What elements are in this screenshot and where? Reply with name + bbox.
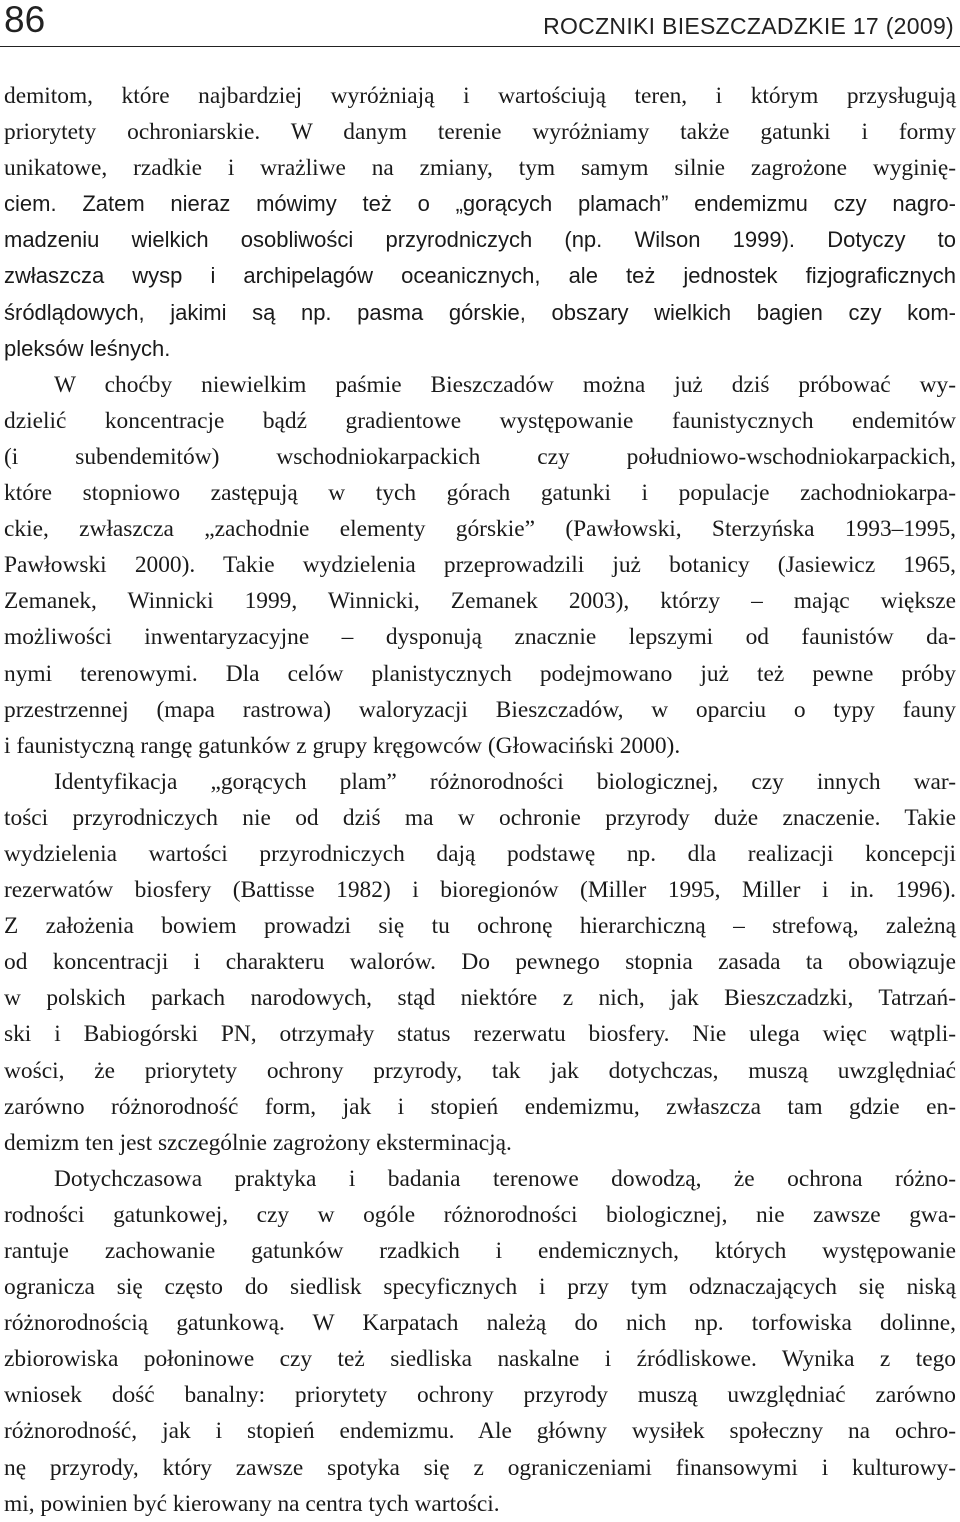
text-line: wości, że priorytety ochrony przyrody, tak jak dotychczas, muszą uwzględniać bbox=[4, 1057, 956, 1084]
text-line: rezerwatów biosfery (Battisse 1982) i bioregionów (Miller 1995, Miller i in. 1996). bbox=[4, 877, 956, 904]
text-line: unikatowe, rzadkie i wrażliwe na zmiany, tym samym silnie zagrożone wyginię- bbox=[4, 155, 956, 182]
text-line: przestrzennej (mapa rastrowa) waloryzacji Bieszczadów, w oparciu o typy fauny bbox=[4, 696, 956, 723]
text-line: ckie, zwłaszcza „zachodnie elementy górskie” (Pawłowski, Sterzyńska 1993–1995, bbox=[4, 516, 956, 543]
text-line: demitom, które najbardziej wyróżniają i wartościują teren, i którym przysługują bbox=[4, 83, 956, 109]
page-number: 86 bbox=[4, 0, 46, 40]
text-line: dzielić koncentracje bądź gradientowe występowanie faunistycznych endemitów bbox=[4, 407, 956, 434]
text-line: tości przyrodniczych nie od dziś ma w ochronie przyrody duże znaczenie. Takie bbox=[4, 804, 956, 831]
text-line: nymi terenowymi. Dla celów planistycznych podejmowano już też pewne próby bbox=[4, 660, 956, 687]
text-line: w polskich parkach narodowych, stąd niektóre z nich, jak Bieszczadzki, Tatrzań- bbox=[4, 985, 956, 1012]
text-line: różnorodność, jak i stopień endemizmu. Ale główny wysiłek społeczny na ochro- bbox=[4, 1418, 956, 1445]
text-line: ogranicza się często do siedlisk specyficznych i przy tym odznaczających się niską bbox=[4, 1274, 956, 1301]
text-line: wydzielenia wartości przyrodniczych dają podstawę np. dla realizacji koncepcji bbox=[4, 840, 956, 867]
text-line: madzeniu wielkich osobliwości przyrodniczych (np. Wilson 1999). Dotyczy to bbox=[4, 227, 956, 253]
text-line: mi, powinien być kierowany na centra tych wartości. bbox=[4, 1490, 500, 1517]
text-line: rantuje zachowanie gatunków rzadkich i endemicznych, których występowanie bbox=[4, 1238, 956, 1264]
text-line: Z założenia bowiem prowadzi się tu ochronę hierarchiczną – strefową, zależną bbox=[4, 913, 956, 940]
text-line: nę przyrody, który zawsze spotyka się z ograniczeniami finansowymi i kulturowy- bbox=[4, 1454, 956, 1481]
text-line: W choćby niewielkim paśmie Bieszczadów można już dziś próbować wy- bbox=[54, 371, 956, 398]
text-line: Zemanek, Winnicki 1999, Winnicki, Zemanek 2003), którzy – mając większe bbox=[4, 588, 956, 615]
running-head: ROCZNIKI BIESZCZADZKIE 17 (2009) bbox=[543, 13, 954, 39]
page-header bbox=[0, 0, 960, 52]
text-line: śródlądowych, jakimi są np. pasma górskie, obszary wielkich bagien czy kom- bbox=[4, 299, 956, 325]
text-line: ski i Babiogórski PN, otrzymały status rezerwatu biosfery. Nie ulega więc wątpli- bbox=[4, 1021, 956, 1048]
body-text bbox=[4, 78, 956, 1522]
text-line: rodności gatunkowej, czy w ogóle różnorodności biologicznej, nie zawsze gwa- bbox=[4, 1201, 956, 1228]
text-line: demizm ten jest szczególnie zagrożony eksterminacją. bbox=[4, 1129, 512, 1156]
text-line: zarówno różnorodność form, jak i stopień endemizmu, zwłaszcza tam gdzie en- bbox=[4, 1093, 956, 1120]
text-line: pleksów leśnych. bbox=[4, 335, 171, 361]
text-line: ciem. Zatem nieraz mówimy też o „gorących plamach” endemizmu czy nagro- bbox=[4, 191, 956, 217]
text-line: zwłaszcza wysp i archipelagów oceanicznych, ale też jednostek fizjograficznych bbox=[4, 263, 956, 289]
text-line: priorytety ochroniarskie. W danym terenie wyróżniamy także gatunki i formy bbox=[4, 119, 956, 146]
text-line: zbiorowiska połoninowe czy też siedliska naskalne i źródliskowe. Wynika z tego bbox=[4, 1346, 956, 1373]
text-line: Dotychczasowa praktyka i badania terenowe dowodzą, że ochrona różno- bbox=[54, 1165, 956, 1192]
text-line: Identyfikacja „gorących plam” różnorodności biologicznej, czy innych war- bbox=[54, 768, 956, 795]
header-divider bbox=[0, 46, 960, 47]
text-line: wniosek dość banalny: priorytety ochrony przyrody muszą uwzględniać zarówno bbox=[4, 1382, 956, 1409]
text-line: od koncentracji i charakteru walorów. Do pewnego stopnia zasada ta obowiązuje bbox=[4, 949, 956, 976]
text-line: różnorodnością gatunkową. W Karpatach należą do nich np. torfowiska dolinne, bbox=[4, 1310, 956, 1337]
text-line: Pawłowski 2000). Takie wydzielenia przeprowadzili już botanicy (Jasiewicz 1965, bbox=[4, 552, 956, 579]
text-line: (i subendemitów) wschodniokarpackich czy południowo-wschodniokarpackich, bbox=[4, 443, 956, 470]
text-line: możliwości inwentaryzacyjne – dysponują znacznie lepszymi od faunistów da- bbox=[4, 624, 956, 651]
text-line: które stopniowo zastępują w tych górach gatunki i populacje zachodniokarpa- bbox=[4, 480, 956, 507]
text-line: i faunistyczną rangę gatunków z grupy kręgowców (Głowaciński 2000). bbox=[4, 732, 681, 759]
